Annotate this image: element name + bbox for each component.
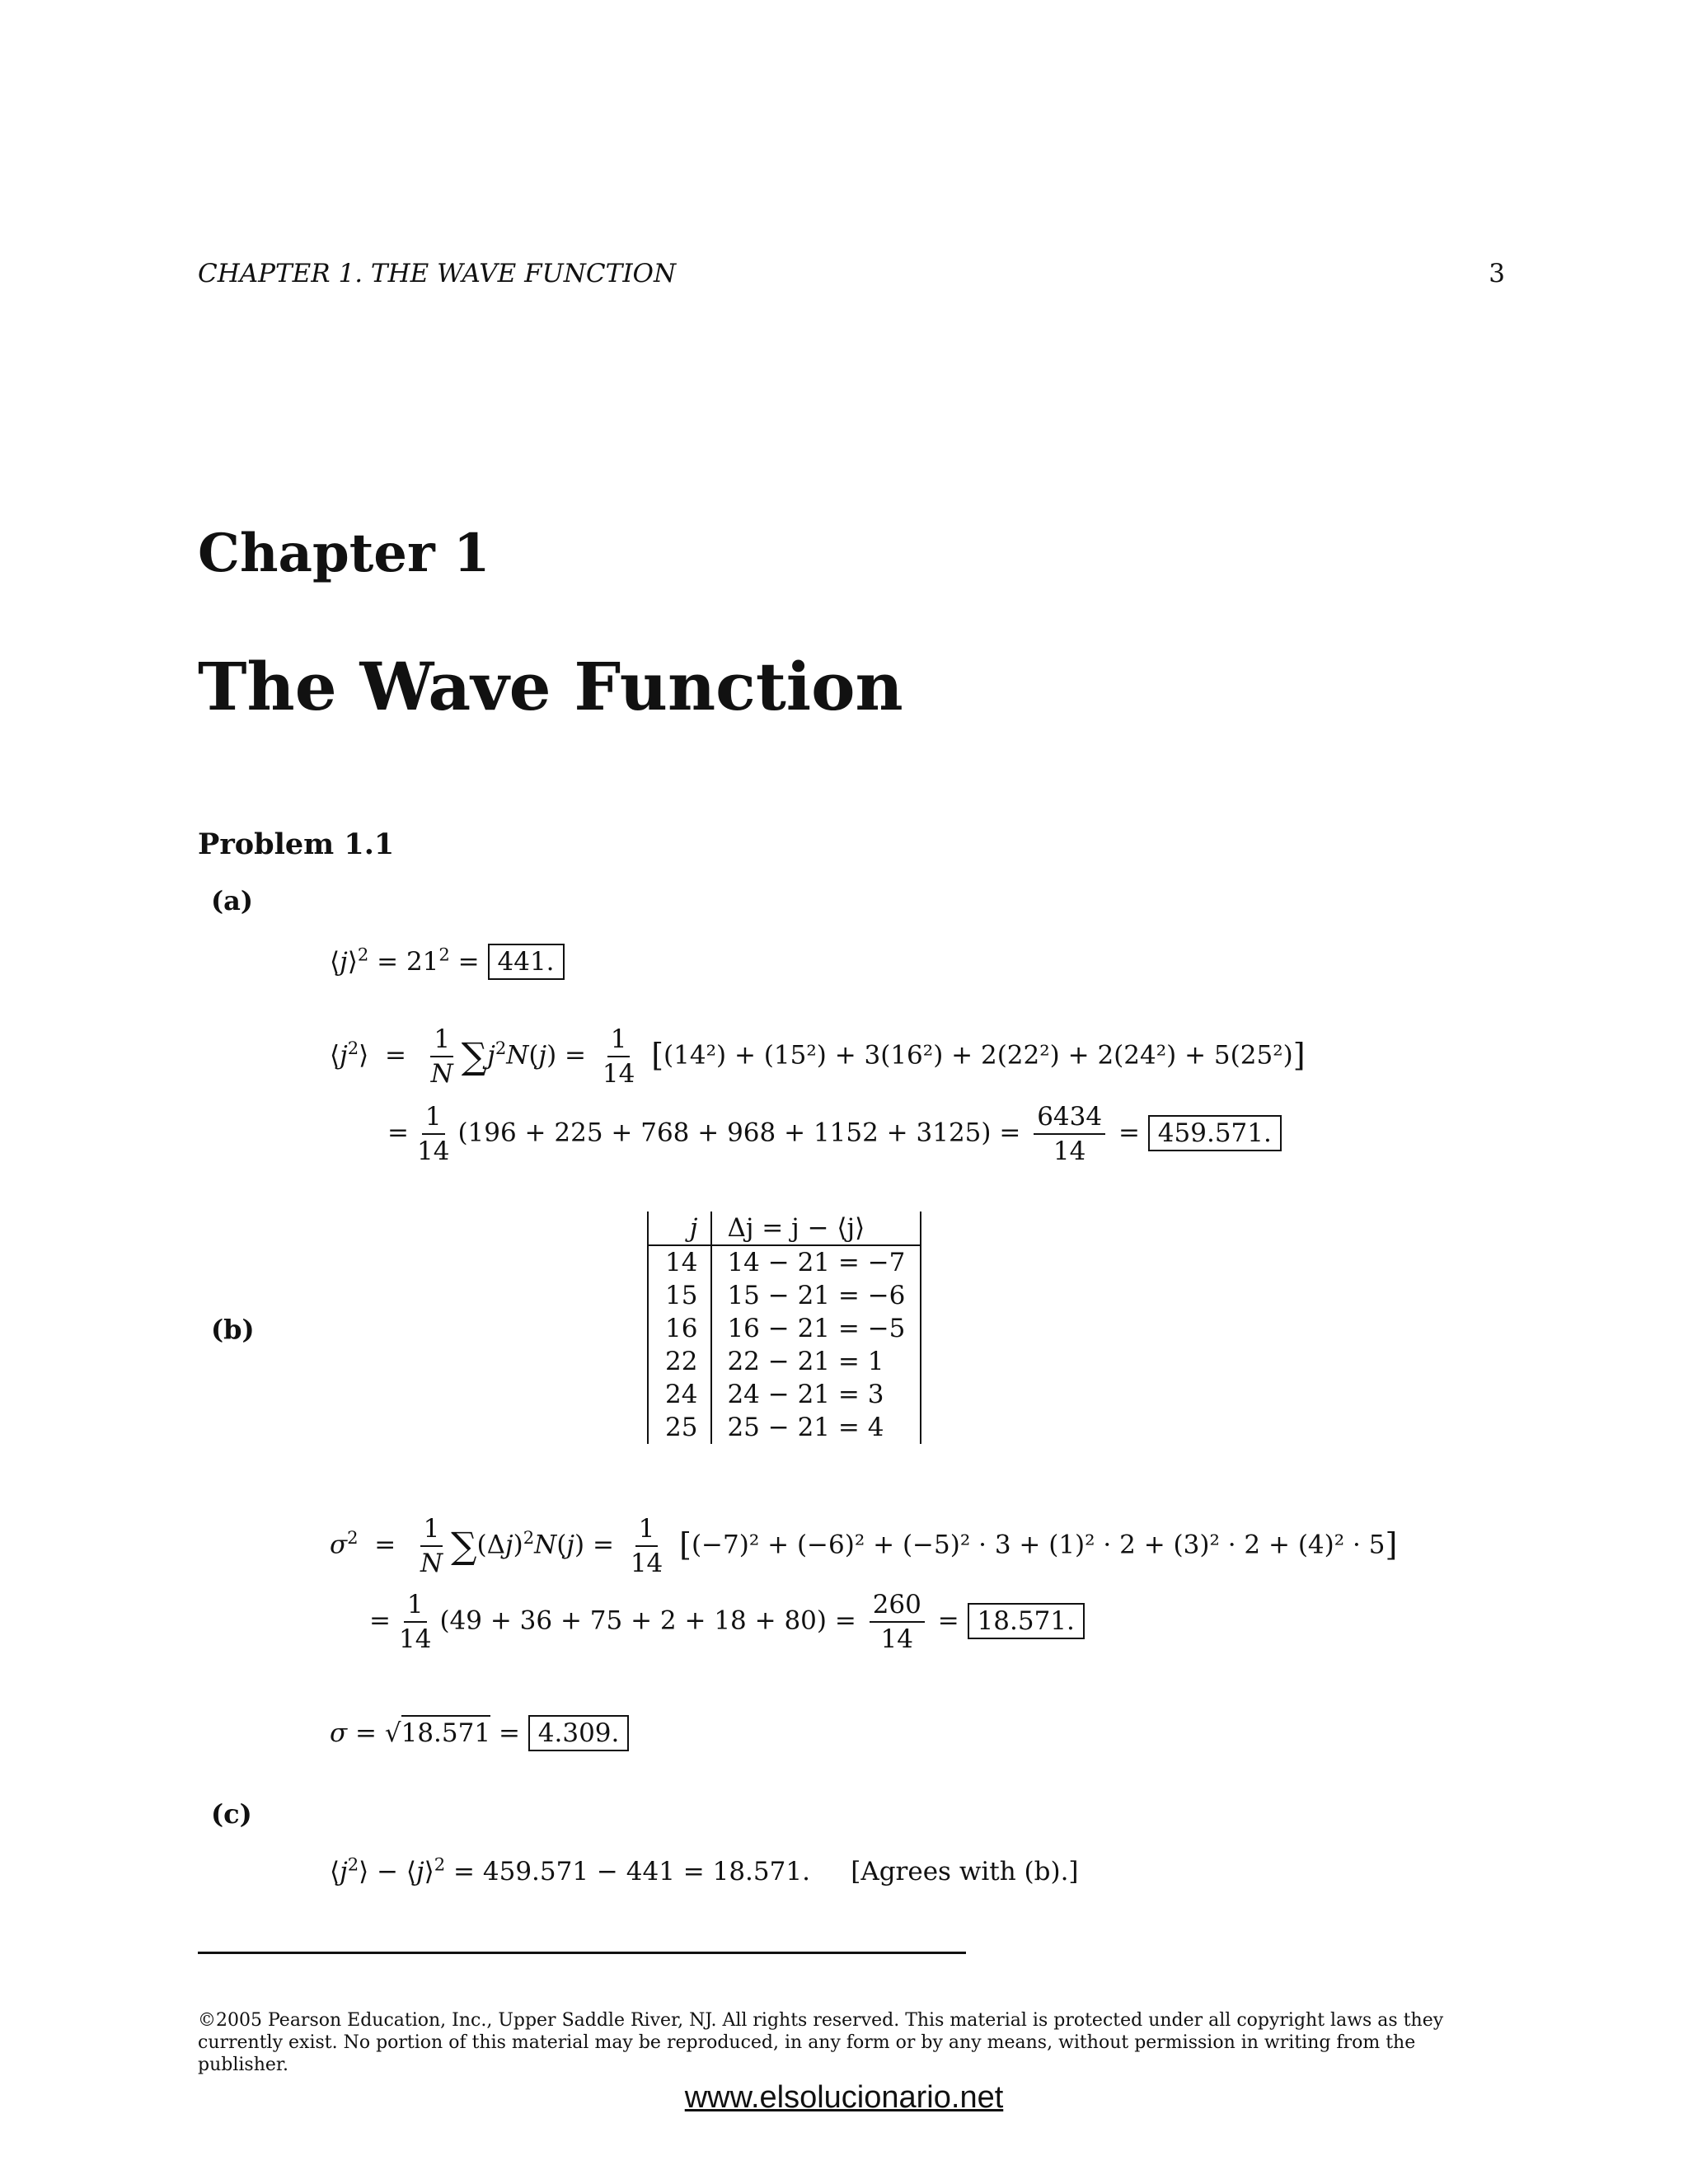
chapter-title: The Wave Function bbox=[198, 648, 903, 725]
column-header: Δj = j − ⟨j⟩ bbox=[711, 1212, 921, 1245]
part-a-label: (a) bbox=[211, 885, 254, 916]
table-cell: 25 − 21 = 4 bbox=[727, 1413, 884, 1442]
expanded-sum: (49 + 36 + 75 + 2 + 18 + 80) = bbox=[439, 1605, 856, 1636]
answer-box: 18.571. bbox=[968, 1603, 1085, 1639]
table-row bbox=[648, 1279, 921, 1312]
problem-heading: Problem 1.1 bbox=[198, 827, 395, 861]
fraction: $\frac{1}{14}$ bbox=[602, 1024, 635, 1090]
expanded-sum: (196 + 225 + 768 + 968 + 1152 + 3125) = bbox=[457, 1118, 1021, 1148]
website-link[interactable]: www.elsolucionario.net bbox=[684, 2080, 1004, 2115]
part-b-label: (b) bbox=[211, 1314, 255, 1345]
footnote-rule bbox=[198, 1952, 966, 1954]
table-cell: 16 bbox=[648, 1312, 711, 1345]
table-cell: 25 bbox=[648, 1411, 711, 1444]
fraction: $\frac{6434}{14}$ bbox=[1034, 1103, 1105, 1165]
table-cell: 22 − 21 = 1 bbox=[727, 1347, 884, 1376]
column-header: j bbox=[648, 1212, 711, 1245]
table-cell: 24 bbox=[648, 1378, 711, 1411]
running-head: CHAPTER 1. THE WAVE FUNCTION bbox=[198, 259, 677, 288]
part-c-label: (c) bbox=[211, 1798, 252, 1830]
fraction: $\frac{1}{14}$ bbox=[416, 1102, 450, 1167]
table-row bbox=[648, 1378, 921, 1411]
equation-mean-squared: ⟨j⟩$^2$ = $21^2 = 441$. bbox=[330, 949, 565, 975]
answer-box: 4.309. bbox=[528, 1715, 630, 1751]
sqrt-argument: 18.571 bbox=[401, 1715, 490, 1748]
table-row bbox=[648, 1345, 921, 1378]
table-row bbox=[648, 1245, 921, 1279]
equation-variance: $\sigma^2$ = $\frac{1}{N}$ $\sum(\Delta j)^2N(j)$ = $\frac{1}{14}$ [(−7)² + (−6)² + (−5)² · 3 + (1)² · 2 + (3)² · 2 + (4)² · 5] bbox=[330, 1514, 1398, 1579]
equation-mean-of-squares: $⟨j^2⟩$ = $\frac{1}{N}$ $\sum j^2N(j)$ = $\frac{1}{14}$ [(14²) + (15²) + 3(16²) + 2(22²) + 2(24²) + 5(25²)] bbox=[330, 1024, 1306, 1090]
part-c-equation: = 459.571 − 441 = 18.571. bbox=[453, 1857, 810, 1886]
chapter-label: Chapter 1 bbox=[198, 523, 490, 584]
table-row bbox=[648, 1411, 921, 1444]
equation-variance-expanded: = $\frac{1}{14}$ (49 + 36 + 75 + 2 + 18 + 80) = $\frac{260}{14}$ = 18.571. bbox=[369, 1591, 1085, 1653]
fraction: $\frac{1}{N}$ bbox=[430, 1024, 453, 1090]
agreement-note: [Agrees with (b).] bbox=[851, 1857, 1079, 1886]
answer-box: 441. bbox=[488, 944, 565, 980]
equation-standard-deviation: σ = √18.571 = 4.309. bbox=[330, 1721, 629, 1746]
table-cell: 22 bbox=[648, 1345, 711, 1378]
table-cell: 15 bbox=[648, 1279, 711, 1312]
fraction: $\frac{1}{N}$ bbox=[420, 1514, 443, 1579]
equation-mean-of-squares-expanded: = $\frac{1}{14}$ (196 + 225 + 768 + 968 + 1152 + 3125) = $\frac{6434}{14}$ = 459.571. bbox=[387, 1103, 1282, 1165]
table-cell: 14 bbox=[648, 1245, 711, 1279]
table-cell: 24 − 21 = 3 bbox=[727, 1380, 884, 1409]
copyright-notice: ©2005 Pearson Education, Inc., Upper Saddle River, NJ. All rights reserved. This material is protected under all copyright laws as they currently exist. No portion of this material may be reproduced, in any form or by any means, without permission in writing from the publisher. bbox=[198, 2010, 1444, 2075]
fraction: $\frac{1}{14}$ bbox=[630, 1514, 663, 1579]
variance-terms: (−7)² + (−6)² + (−5)² · 3 + (1)² · 2 + (3)² · 2 + (4)² · 5 bbox=[691, 1530, 1386, 1560]
fraction: $\frac{1}{14}$ bbox=[398, 1590, 432, 1655]
answer-box: 459.571. bbox=[1148, 1115, 1282, 1151]
sum-terms: (14²) + (15²) + 3(16²) + 2(22²) + 2(24²) + 5(25²) bbox=[663, 1040, 1293, 1071]
equation-part-c: $⟨j^2⟩$ − ⟨j⟩$^2$ = 459.571 − 441 = 18.571. [Agrees with (b).] bbox=[330, 1854, 1079, 1886]
table-row bbox=[648, 1312, 921, 1345]
fraction: $\frac{260}{14}$ bbox=[870, 1591, 925, 1653]
table-cell: 14 − 21 = −7 bbox=[727, 1248, 906, 1277]
table-cell: 16 − 21 = −5 bbox=[727, 1314, 906, 1343]
table-cell: 15 − 21 = −6 bbox=[727, 1281, 906, 1310]
deviation-table bbox=[647, 1212, 921, 1444]
table-header-row bbox=[648, 1212, 921, 1245]
page-number: 3 bbox=[1489, 259, 1505, 288]
